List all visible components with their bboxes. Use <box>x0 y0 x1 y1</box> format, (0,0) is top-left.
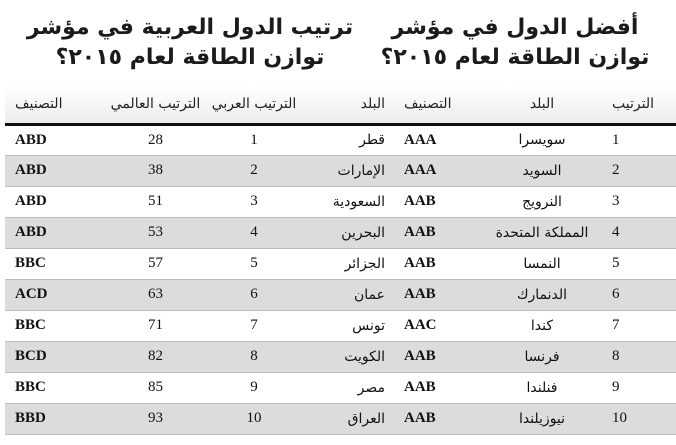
classification-cell: ABD <box>5 217 103 248</box>
world-rank-cell: 57 <box>103 248 208 279</box>
rank-cell: 10 <box>602 403 676 434</box>
header-country: البلد <box>300 86 401 124</box>
country-cell: قطر <box>300 124 401 155</box>
world-rank-cell: 53 <box>103 217 208 248</box>
table-row <box>384 124 676 155</box>
arab-rank-cell: 10 <box>208 403 300 434</box>
table-row <box>384 403 676 434</box>
arab-title-line-1: ترتيب الدول العربية في مؤشر <box>26 15 354 40</box>
arab-ranking-panel <box>5 0 385 435</box>
best-table-body <box>384 124 676 434</box>
best-title-line-2: توازن الطاقة لعام ٢٠١٥؟ <box>380 45 650 70</box>
rank-cell: 2 <box>602 155 676 186</box>
header-country: البلد <box>482 86 602 124</box>
classification-cell: ABD <box>5 124 103 155</box>
classification-cell: AAB <box>384 403 482 434</box>
country-cell: الجزائر <box>300 248 401 279</box>
best-header-row <box>384 86 676 124</box>
table-row <box>5 186 401 217</box>
country-cell: كندا <box>482 310 602 341</box>
header-classification: التصنيف <box>5 86 103 124</box>
header-classification: التصنيف <box>384 86 482 124</box>
country-cell: الكويت <box>300 341 401 372</box>
header-rank: الترتيب <box>602 86 676 124</box>
world-rank-cell: 63 <box>103 279 208 310</box>
table-row <box>384 186 676 217</box>
rank-cell: 8 <box>602 341 676 372</box>
arab-rank-cell: 1 <box>208 124 300 155</box>
arab-header-row <box>5 86 401 124</box>
table-row <box>5 124 401 155</box>
table-row <box>5 310 401 341</box>
classification-cell: BBC <box>5 372 103 403</box>
country-cell: النرويج <box>482 186 602 217</box>
arab-ranking-title <box>5 0 375 86</box>
table-row <box>384 341 676 372</box>
country-cell: نيوزيلندا <box>482 403 602 434</box>
classification-cell: AAB <box>384 372 482 403</box>
country-cell: تونس <box>300 310 401 341</box>
classification-cell: BBC <box>5 248 103 279</box>
arab-rank-cell: 3 <box>208 186 300 217</box>
rank-cell: 7 <box>602 310 676 341</box>
classification-cell: AAB <box>384 341 482 372</box>
arab-rank-cell: 4 <box>208 217 300 248</box>
world-rank-cell: 51 <box>103 186 208 217</box>
arab-table-body <box>5 124 401 434</box>
classification-cell: AAB <box>384 279 482 310</box>
table-row <box>5 279 401 310</box>
country-cell: المملكة المتحدة <box>482 217 602 248</box>
classification-cell: AAB <box>384 248 482 279</box>
table-row <box>384 372 676 403</box>
table-row <box>5 248 401 279</box>
world-rank-cell: 82 <box>103 341 208 372</box>
table-row <box>5 155 401 186</box>
arab-rank-cell: 6 <box>208 279 300 310</box>
country-cell: سويسرا <box>482 124 602 155</box>
arab-rank-cell: 9 <box>208 372 300 403</box>
table-row <box>384 248 676 279</box>
classification-cell: ABD <box>5 155 103 186</box>
arab-title-line-2: توازن الطاقة لعام ٢٠١٥؟ <box>55 45 325 70</box>
table-row <box>384 217 676 248</box>
table-row <box>384 155 676 186</box>
country-cell: الإمارات <box>300 155 401 186</box>
rank-cell: 3 <box>602 186 676 217</box>
best-ranking-title <box>380 0 650 86</box>
country-cell: الدنمارك <box>482 279 602 310</box>
world-rank-cell: 93 <box>103 403 208 434</box>
classification-cell: AAA <box>384 124 482 155</box>
country-cell: فنلندا <box>482 372 602 403</box>
world-rank-cell: 85 <box>103 372 208 403</box>
table-row <box>384 279 676 310</box>
arab-rank-cell: 2 <box>208 155 300 186</box>
best-ranking-table <box>384 86 676 435</box>
country-cell: مصر <box>300 372 401 403</box>
classification-cell: AAC <box>384 310 482 341</box>
best-ranking-panel <box>380 0 654 435</box>
world-rank-cell: 38 <box>103 155 208 186</box>
classification-cell: ACD <box>5 279 103 310</box>
table-row <box>5 372 401 403</box>
arab-ranking-table <box>5 86 401 435</box>
rank-cell: 4 <box>602 217 676 248</box>
table-row <box>5 403 401 434</box>
country-cell: السويد <box>482 155 602 186</box>
table-row <box>384 310 676 341</box>
rank-cell: 5 <box>602 248 676 279</box>
arab-rank-cell: 8 <box>208 341 300 372</box>
arab-rank-cell: 5 <box>208 248 300 279</box>
world-rank-cell: 28 <box>103 124 208 155</box>
classification-cell: AAB <box>384 217 482 248</box>
table-row <box>5 217 401 248</box>
world-rank-cell: 71 <box>103 310 208 341</box>
header-world-rank: الترتيب العالمي <box>103 86 208 124</box>
arab-rank-cell: 7 <box>208 310 300 341</box>
rank-cell: 1 <box>602 124 676 155</box>
classification-cell: BCD <box>5 341 103 372</box>
country-cell: العراق <box>300 403 401 434</box>
classification-cell: AAA <box>384 155 482 186</box>
classification-cell: BBC <box>5 310 103 341</box>
table-row <box>5 341 401 372</box>
classification-cell: BBD <box>5 403 103 434</box>
country-cell: فرنسا <box>482 341 602 372</box>
classification-cell: ABD <box>5 186 103 217</box>
rank-cell: 9 <box>602 372 676 403</box>
country-cell: النمسا <box>482 248 602 279</box>
classification-cell: AAB <box>384 186 482 217</box>
country-cell: البحرين <box>300 217 401 248</box>
best-title-line-1: أفضل الدول في مؤشر <box>391 15 639 40</box>
country-cell: السعودية <box>300 186 401 217</box>
header-arab-rank: الترتيب العربي <box>208 86 300 124</box>
rank-cell: 6 <box>602 279 676 310</box>
country-cell: عمان <box>300 279 401 310</box>
